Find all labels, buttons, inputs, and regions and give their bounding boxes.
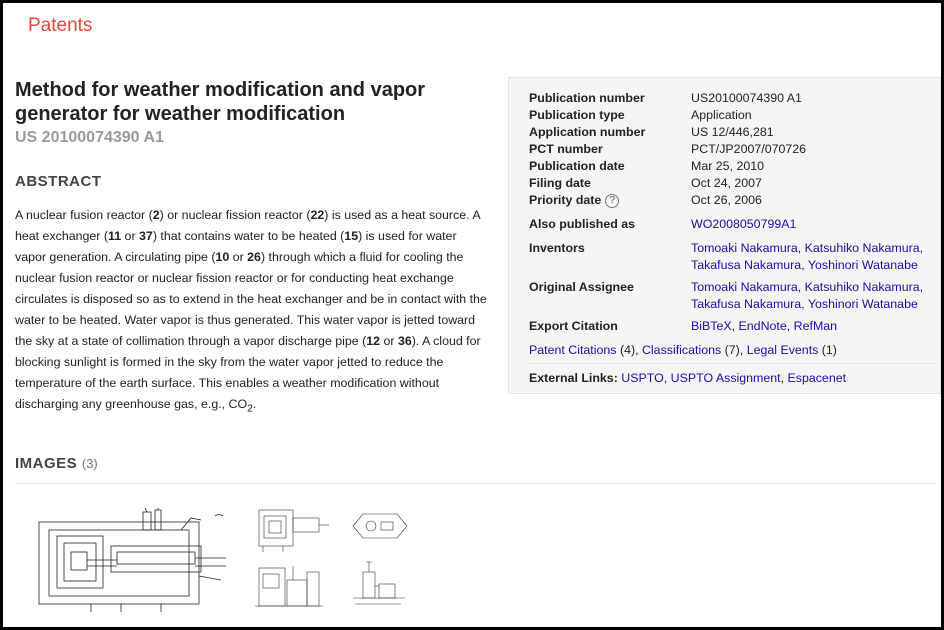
external-links-row <box>529 370 934 387</box>
publication-date-value: Mar 25, 2010 <box>691 159 765 173</box>
abstract-segment: or <box>380 334 398 348</box>
also-published-label: Also published as <box>529 217 636 231</box>
external-links-label: External Links: <box>529 371 618 385</box>
reactor-diagram-drawing <box>31 508 236 620</box>
export-citation-label: Export Citation <box>529 319 618 333</box>
abstract-ref: 10 <box>215 250 230 264</box>
abstract-segment: ) or nuclear fission reactor ( <box>159 208 311 222</box>
assignee-row <box>529 279 934 313</box>
inventor-link[interactable]: Takafusa Nakamura <box>691 258 802 272</box>
abstract-segment: ) is used as a heat source. A heat exchanger ( <box>15 208 480 243</box>
images-count: (3) <box>81 456 98 471</box>
abstract-subscript: 2 <box>247 403 253 415</box>
publication-type-value: Application <box>691 108 752 122</box>
pct-number-value: PCT/JP2007/070726 <box>691 142 807 156</box>
abstract-heading: ABSTRACT <box>15 173 102 190</box>
uspto-assignment-link[interactable]: USPTO Assignment <box>670 371 781 385</box>
abstract-segment: ). A cloud for blocking sunlight is formed in the sky from the water vapor jetted to reduce the temperature of the earth surface. This enables a weather modification without discharging any greenhouse gas, e.g., CO <box>15 334 481 411</box>
export-endnote-link[interactable]: EndNote <box>738 319 787 333</box>
filing-date-value: Oct 24, 2007 <box>691 176 762 190</box>
patents-logo-link[interactable]: Patents <box>28 15 93 36</box>
citations-row <box>529 342 934 359</box>
publication-type-label: Publication type <box>529 108 625 122</box>
images-divider <box>15 483 935 484</box>
abstract-ref: 15 <box>344 229 359 243</box>
panel-divider <box>529 363 934 364</box>
help-icon[interactable]: ? <box>605 194 619 208</box>
also-published-row <box>529 216 934 233</box>
application-number-label: Application number <box>529 125 646 139</box>
inventor-link[interactable]: Tomoaki Nakamura <box>691 241 798 255</box>
classifications-count: (7) <box>724 343 740 357</box>
export-citation-row <box>529 318 934 335</box>
publication-type-row <box>529 107 934 124</box>
publication-date-label: Publication date <box>529 159 625 173</box>
also-published-link[interactable]: WO2008050799A1 <box>691 217 797 231</box>
abstract-ref: 2 <box>152 208 160 222</box>
application-number-value: US 12/446,281 <box>691 125 774 139</box>
assignee-list: Tomoaki Nakamura, Katsuhiko Nakamura, Takafusa Nakamura, Yoshinori Watanabe <box>691 280 924 311</box>
export-bibtex-link[interactable]: BiBTeX <box>691 319 732 333</box>
pct-number-label: PCT number <box>529 142 603 156</box>
abstract-ref: 37 <box>139 229 153 243</box>
patent-number: US 20100074390 A1 <box>15 129 164 146</box>
publication-number-label: Publication number <box>529 91 645 105</box>
priority-date-label: Priority date <box>529 193 602 207</box>
abstract-ref: 36 <box>397 334 412 348</box>
filing-date-row <box>529 175 934 192</box>
legal-events-count: (1) <box>821 343 837 357</box>
pct-number-row <box>529 141 934 158</box>
abstract-segment: or <box>229 250 248 264</box>
abstract-text <box>15 205 490 419</box>
abstract-segment: A nuclear fusion reactor ( <box>15 208 153 222</box>
assignee-link[interactable]: Katsuhiko Nakamura <box>804 280 920 294</box>
patent-citations-count: (4) <box>619 343 636 357</box>
abstract-ref: 22 <box>310 208 325 222</box>
patent-details-panel <box>508 77 941 394</box>
patent-image-thumbnail-1[interactable] <box>31 508 236 620</box>
abstract-ref: 12 <box>366 334 381 348</box>
export-refman-link[interactable]: RefMan <box>793 319 838 333</box>
assignee-label: Original Assignee <box>529 280 634 294</box>
abstract-segment: or <box>121 229 140 243</box>
assignee-link[interactable]: Takafusa Nakamura <box>691 297 802 311</box>
patent-citations-link[interactable]: Patent Citations <box>529 343 617 357</box>
priority-date-label-wrap <box>529 192 691 209</box>
external-links: External Links: USPTO, USPTO Assignment, Espacenet <box>529 371 847 385</box>
publication-number-row <box>529 90 934 107</box>
abstract-ref: 11 <box>108 229 122 243</box>
patent-image-thumbnail-3[interactable] <box>349 500 409 618</box>
figure-drawing-3 <box>349 500 409 618</box>
assignee-link[interactable]: Tomoaki Nakamura <box>691 280 798 294</box>
inventors-row <box>529 240 934 274</box>
inventor-link[interactable]: Katsuhiko Nakamura <box>804 241 920 255</box>
abstract-segment: ) is used for water vapor generation. A circulating pipe ( <box>15 229 457 264</box>
priority-date-value: Oct 26, 2006 <box>691 193 762 207</box>
figure-drawing-2 <box>253 500 331 618</box>
abstract-ref: 26 <box>247 250 261 264</box>
publication-number-value: US20100074390 A1 <box>691 91 802 105</box>
patent-image-thumbnail-2[interactable] <box>253 500 331 618</box>
uspto-link[interactable]: USPTO <box>621 371 664 385</box>
legal-events-link[interactable]: Legal Events <box>746 343 819 357</box>
application-number-row <box>529 124 934 141</box>
images-heading-label: IMAGES <box>15 455 78 472</box>
citations-links: Patent Citations (4), Classifications (7), Legal Events (1) <box>529 343 837 357</box>
assignee-link[interactable]: Yoshinori Watanabe <box>807 297 918 311</box>
inventors-label: Inventors <box>529 241 585 255</box>
patent-title: Method for weather modification and vapor generator for weather modification <box>15 79 426 125</box>
publication-date-row <box>529 158 934 175</box>
priority-date-row <box>529 192 934 209</box>
export-links: BiBTeX, EndNote, RefMan <box>691 319 838 333</box>
inventors-list: Tomoaki Nakamura, Katsuhiko Nakamura, Takafusa Nakamura, Yoshinori Watanabe <box>691 241 924 272</box>
abstract-segment: ) through which a fluid for cooling the nuclear fusion reactor or nuclear fission reactor or for conducting heat exchange circulates is disposed so as to extend in the heat exchanger and be in contact with the water to be heated. Water vapor is thus generated. This water vapor is jetted toward the sky at a state of collimation through a vapor discharge pipe ( <box>15 250 487 348</box>
abstract-segment: ) that contains water to be heated ( <box>152 229 345 243</box>
images-heading <box>15 455 98 472</box>
abstract-segment: . <box>252 397 257 411</box>
classifications-link[interactable]: Classifications <box>641 343 722 357</box>
filing-date-label: Filing date <box>529 176 591 190</box>
espacenet-link[interactable]: Espacenet <box>787 371 847 385</box>
inventor-link[interactable]: Yoshinori Watanabe <box>807 258 918 272</box>
